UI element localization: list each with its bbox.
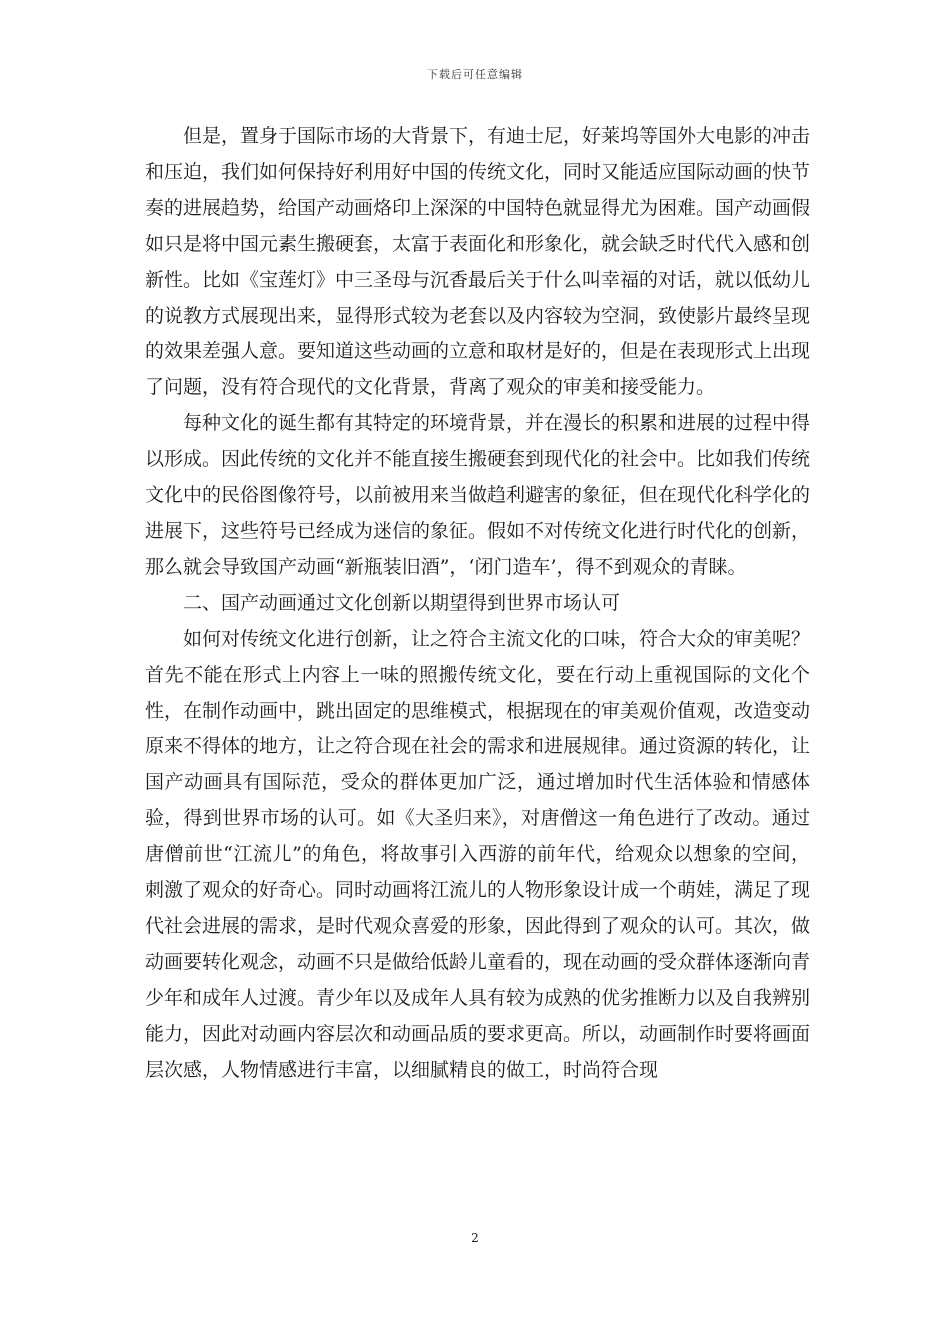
- paragraph-cultural-background: 每种文化的诞生都有其特定的环境背景，并在漫长的积累和进展的过程中得以形成。因此传统的文化并不能直接生搬硬套到现代化的社会中。比如我们传统文化中的民俗图像符号，以前被用来当做趋利避害的象征，但在现代化科学化的进展下，这些符号已经成为迷信的象征。假如不对传统文化进行时代化的创新，那么就会导致国产动画“新瓶装旧酒”，‘闭门造车’，得不到观众的青睐。: [145, 412, 811, 578]
- section-heading: 二、国产动画通过文化创新以期望得到世界市场认可: [183, 591, 621, 614]
- paragraph-market-challenge: 但是，置身于国际市场的大背景下，有迪士尼，好莱坞等国外大电影的冲击和压迫，我们如何保持好利用好中国的传统文化，同时又能适应国际动画的快节奏的进展趋势，给国产动画烙印上深深的中国特色就显得尤为困难。国产动画假如只是将中国元素生搬硬套，太富于表面化和形象化，就会缺乏时代代入感和创新性。比如《宝莲灯》中三圣母与沉香最后关于什么叫幸福的对话，就以低幼儿的说教方式展现出来，显得形式较为老套以及内容较为空洞，致使影片最终呈现的效果差强人意。要知道这些动画的立意和取材是好的，但是在表现形式上出现了问题，没有符合现代的文化背景，背离了观众的审美和接受能力。: [145, 125, 811, 399]
- document-body: [145, 119, 810, 1088]
- paragraph-cultural-innovation: 如何对传统文化进行创新，让之符合主流文化的口味，符合大众的审美呢？首先不能在形式上内容上一味的照搬传统文化，要在行动上重视国际的文化个性，在制作动画中，跳出固定的思维模式，根据现在的审美观价值观，改造变动原来不得体的地方，让之符合现在社会的需求和进展规律。通过资源的转化，让国产动画具有国际范，受众的群体更加广泛，通过增加时代生活体验和情感体验，得到世界市场的认可。如《大圣归来》，对唐僧这一角色进行了改动。通过唐僧前世“江流儿”的角色，将故事引入西游的前年代，给观众以想象的空间，刺激了观众的好奇心。同时动画将江流儿的人物形象设计成一个萌娃，满足了现代社会进展的需求，是时代观众喜爱的形象，因此得到了观众的认可。其次，做动画要转化观念，动画不只是做给低龄儿童看的，现在动画的受众群体逐渐向青少年和成年人过渡。青少年以及成年人具有较为成熟的优劣推断力以及自我辨别能力，因此对动画内容层次和动画品质的要求更高。所以，动画制作时要将画面层次感，人物情感进行丰富，以细腻精良的做工，时尚符合现: [145, 627, 811, 1081]
- page-header: 下载后可任意编辑: [427, 68, 523, 81]
- page-number: 2: [471, 1231, 479, 1245]
